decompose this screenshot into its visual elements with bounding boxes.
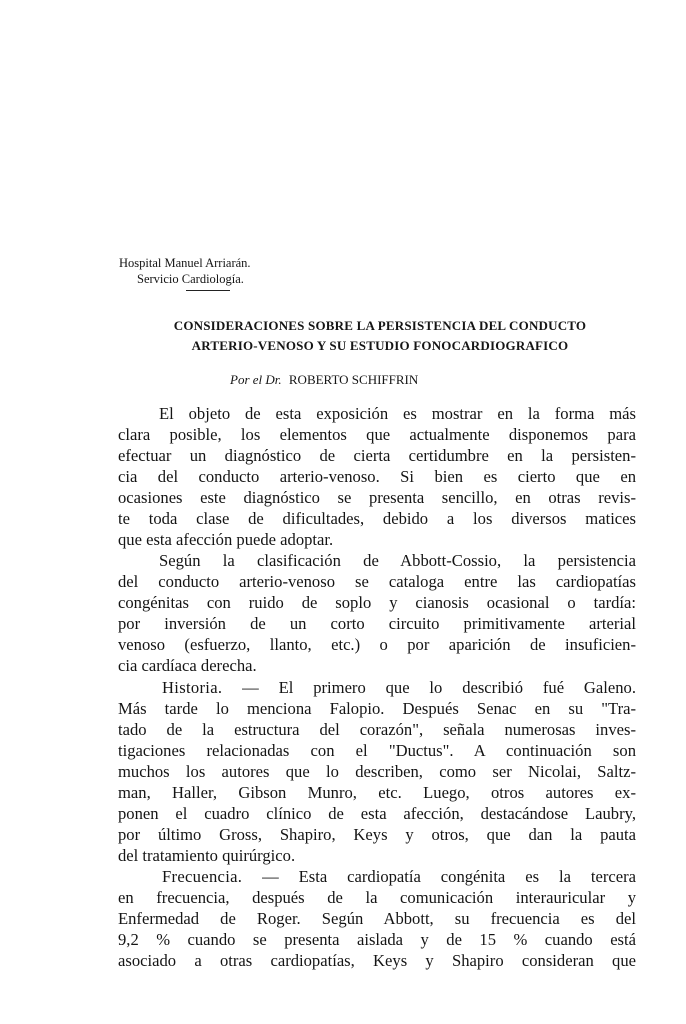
separator-rule: [186, 290, 230, 291]
body-line: venoso (esfuerzo, llanto, etc.) o por aparición de insuficien-: [118, 635, 636, 654]
body-line: por último Gross, Shapiro, Keys y otros, que dan la pauta: [118, 825, 636, 844]
body-line: [162, 677, 636, 698]
byline-author: ROBERTO SCHIFFRIN: [288, 372, 419, 387]
body-line: El objeto de esta exposición es mostrar en la forma más: [159, 404, 636, 423]
body-line: cia del conducto arterio-venoso. Si bien es cierto que en: [118, 467, 636, 486]
body-line: cia cardíaca derecha.: [118, 656, 257, 675]
body-line: Según la clasificación de Abbott-Cossio, la persistencia: [159, 551, 636, 570]
body-line: asociado a otras cardiopatías, Keys y Shapiro consideran que: [118, 951, 636, 970]
body-line: muchos los autores que lo describen, como ser Nicolai, Saltz-: [118, 762, 636, 781]
byline: [230, 372, 418, 388]
body-line: clara posible, los elementos que actualmente disponemos para: [118, 425, 636, 444]
body-line: efectuar un diagnóstico de cierta certidumbre en la persisten-: [118, 446, 636, 465]
body-line: que esta afección puede adoptar.: [118, 530, 334, 549]
body-line: man, Haller, Gibson Munro, etc. Luego, otros autores ex-: [118, 783, 636, 802]
byline-prefix: Por el Dr.: [230, 372, 282, 387]
body-line: ocasiones este diagnóstico se presenta sencillo, en otras revis-: [118, 488, 636, 507]
body-line: tigaciones relacionadas con el "Ductus". A continuación son: [118, 741, 636, 760]
affiliation-hospital: Hospital Manuel Arriarán.: [119, 256, 251, 270]
body-line: en frecuencia, después de la comunicación interauricular y: [118, 888, 636, 907]
affiliation-service: Servicio Cardiología.: [137, 272, 244, 286]
body-line: congénitas con ruido de soplo y cianosis ocasional o tardía:: [118, 593, 636, 612]
section-heading-historia: Historia.: [162, 678, 223, 697]
body-line: del conducto arterio-venoso se cataloga entre las cardiopatías: [118, 572, 636, 591]
body-line: ponen el cuadro clínico de esta afección, destacándose Laubry,: [118, 804, 636, 823]
body-line: [162, 866, 636, 887]
body-line: 9,2 % cuando se presenta aislada y de 15 % cuando está: [118, 930, 636, 949]
body-line: te toda clase de dificultades, debido a los diversos matices: [118, 509, 636, 528]
body-line: por inversión de un corto circuito primitivamente arterial: [118, 614, 636, 633]
body-line: Más tarde lo menciona Falopio. Después Senac en su "Tra-: [118, 699, 636, 718]
body-text: — Esta cardiopatía congénita es la tercera: [242, 867, 636, 886]
article-title-line-2: ARTERIO-VENOSO Y SU ESTUDIO FONOCARDIOGRAFICO: [191, 338, 569, 353]
section-heading-frecuencia: Frecuencia.: [162, 867, 243, 886]
body-line: tado de la estructura del corazón", señala numerosas inves-: [118, 720, 636, 739]
article-title-line-1: CONSIDERACIONES SOBRE LA PERSISTENCIA DEL CONDUCTO: [173, 318, 587, 333]
body-text: — El primero que lo describió fué Galeno.: [222, 678, 636, 697]
body-line: del tratamiento quirúrgico.: [118, 846, 296, 865]
body-line: Enfermedad de Roger. Según Abbott, su frecuencia es del: [118, 909, 636, 928]
